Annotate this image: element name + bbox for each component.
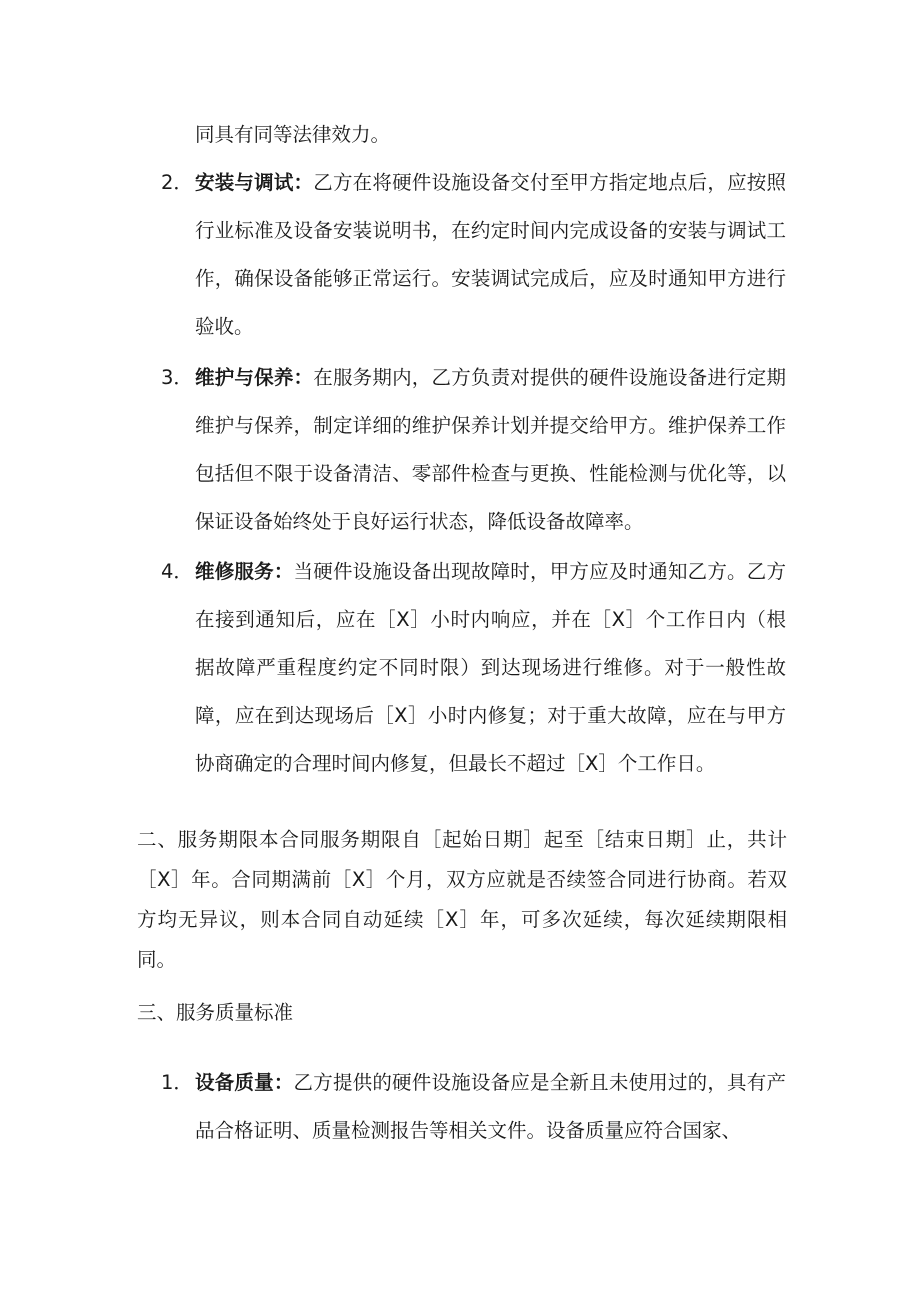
clause-body bbox=[195, 1059, 786, 1155]
clause-text: 乙方提供的硬件设施设备应是全新且未使用过的，具有产品合格证明、质量检测报告等相关文件。设备质量应符合国家、 bbox=[195, 1071, 786, 1142]
section-service-term: 二、服务期限本合同服务期限自［起始日期］起至［结束日期］止，共计［X］年。合同期满前［X］个月，双方应就是否续签合同进行协商。若双方均无异议，则本合同自动延续［X］年，可多次延续，每次延续期限相同。 bbox=[137, 828, 787, 971]
clause-maintenance bbox=[161, 354, 786, 546]
continuation-line: 同具有同等法律效力。 bbox=[195, 123, 391, 146]
clause-title: 维修服务： bbox=[195, 560, 294, 583]
clause-title: 安装与调试： bbox=[195, 171, 314, 194]
section-quality-heading: 三、服务质量标准 bbox=[137, 1001, 294, 1024]
clause-installation bbox=[161, 159, 786, 351]
clause-number: 3． bbox=[161, 366, 193, 389]
clause-title: 设备质量： bbox=[195, 1071, 294, 1094]
clause-repair bbox=[161, 548, 786, 788]
clause-body bbox=[195, 548, 786, 788]
clause-text: 在服务期内，乙方负责对提供的硬件设施设备进行定期维护与保养，制定详细的维护保养计划并提交给甲方。维护保养工作包括但不限于设备清洁、零部件检查与更换、性能检测与优化等，以保证设备始终处于良好运行状态，降低设备故障率。 bbox=[195, 366, 786, 533]
clause-text: 当硬件设施设备出现故障时，甲方应及时通知乙方。乙方在接到通知后，应在［X］小时内响应，并在［X］个工作日内（根据故障严重程度约定不同时限）到达现场进行维修。对于一般性故障，应在到达现场后［X］小时内修复；对于重大故障，应在与甲方协商确定的合理时间内修复，但最长不超过［X］个工作日。 bbox=[195, 560, 786, 775]
clause-body bbox=[195, 354, 786, 546]
clause-number: 1． bbox=[161, 1071, 193, 1094]
clause-equipment-quality bbox=[161, 1059, 786, 1155]
clause-title: 维护与保养： bbox=[195, 366, 314, 389]
clause-text: 乙方在将硬件设施设备交付至甲方指定地点后，应按照行业标准及设备安装说明书，在约定时间内完成设备的安装与调试工作，确保设备能够正常运行。安装调试完成后，应及时通知甲方进行验收。 bbox=[195, 171, 786, 338]
clause-number: 2． bbox=[161, 171, 193, 194]
clause-body bbox=[195, 159, 786, 351]
clause-number: 4． bbox=[161, 560, 193, 583]
